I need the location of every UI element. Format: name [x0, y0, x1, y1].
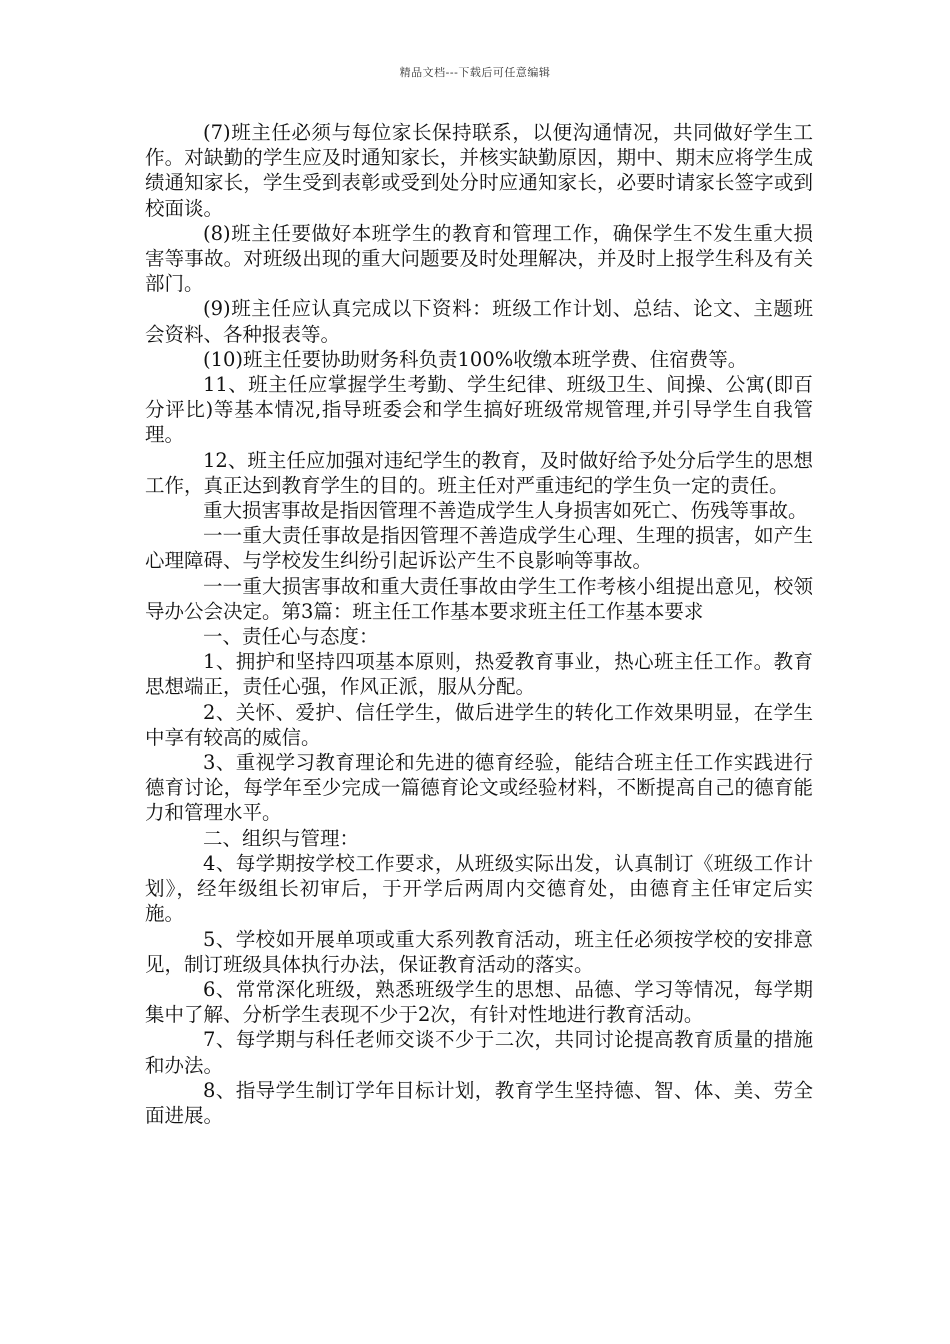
page-header: 精品文档---下载后可任意编辑 — [399, 66, 551, 79]
requirement-1: 1、拥护和坚持四项基本原则，热爱教育事业，热心班主任工作。教育思想端正，责任心强，作风正派，服从分配。 — [145, 650, 813, 699]
requirement-3: 3、重视学习教育理论和先进的德育经验，能结合班主任工作实践进行德育讨论，每学年至少完成一篇德育论文或经验材料，不断提高自己的德育能力和管理水平。 — [145, 751, 813, 825]
requirement-8: 8、指导学生制订学年目标计划，教育学生坚持德、智、体、美、劳全面进展。 — [145, 1078, 813, 1127]
section-heading-responsibility: 一、责任心与态度： — [203, 625, 379, 649]
definition-major-liability: 一一重大责任事故是指因管理不善造成学生心理、生理的损害，如产生心理障碍、与学校发生纠纷引起诉讼产生不良影响等事故。 — [145, 524, 813, 573]
paragraph-8: (8)班主任要做好本班学生的教育和管理工作，确保学生不发生重大损害等事故。对班级出现的重大问题要及时处理解决，并及时上报学生科及有关部门。 — [145, 221, 813, 296]
paragraph-12: 12、班主任应加强对违纪学生的教育，及时做好给予处分后学生的思想工作，真正达到教育学生的目的。班主任对严重违纪的学生负一定的责任。 — [145, 448, 813, 497]
paragraph-11: 11、班主任应掌握学生考勤、学生纪律、班级卫生、间操、公寓(即百分评比)等基本情况,指导班委会和学生搞好班级常规管理,并引导学生自我管理。 — [145, 373, 813, 447]
paragraph-10: (10)班主任要协助财务科负责100%收缴本班学费、住宿费等。 — [203, 347, 748, 371]
section-heading-organization: 二、组织与管理： — [203, 826, 360, 850]
paragraph-9: (9)班主任应认真完成以下资料：班级工作计划、总结、论文、主题班会资料、各种报表等。 — [145, 297, 813, 346]
requirement-2: 2、关怀、爱护、信任学生，做后进学生的转化工作效果明显，在学生中享有较高的威信。 — [145, 700, 813, 749]
paragraph-7: (7)班主任必须与每位家长保持联系，以便沟通情况，共同做好学生工作。对缺勤的学生应及时通知家长，并核实缺勤原因，期中、期末应将学生成绩通知家长，学生受到表彰或受到处分时应通知家长，必要时请家长签字或到校面谈。 — [145, 121, 813, 220]
definition-major-damage: 重大损害事故是指因管理不善造成学生人身损害如死亡、伤残等事故。 — [203, 499, 808, 523]
requirement-4: 4、每学期按学校工作要求，从班级实际出发，认真制订《班级工作计划》，经年级组长初审后，于开学后两周内交德育处，由德育主任审定后实施。 — [145, 851, 813, 926]
decision-note: 一一重大损害事故和重大责任事故由学生工作考核小组提出意见，校领导办公会决定。第3篇：班主任工作基本要求班主任工作基本要求 — [145, 574, 813, 623]
requirement-5: 5、学校如开展单项或重大系列教育活动，班主任必须按学校的安排意见，制订班级具体执行办法，保证教育活动的落实。 — [145, 927, 813, 976]
document-body — [145, 120, 813, 1128]
requirement-6: 6、常常深化班级，熟悉班级学生的思想、品德、学习等情况，每学期集中了解、分析学生表现不少于2次，有针对性地进行教育活动。 — [145, 977, 813, 1027]
requirement-7: 7、每学期与科任老师交谈不少于二次，共同讨论提高教育质量的措施和办法。 — [145, 1028, 813, 1077]
